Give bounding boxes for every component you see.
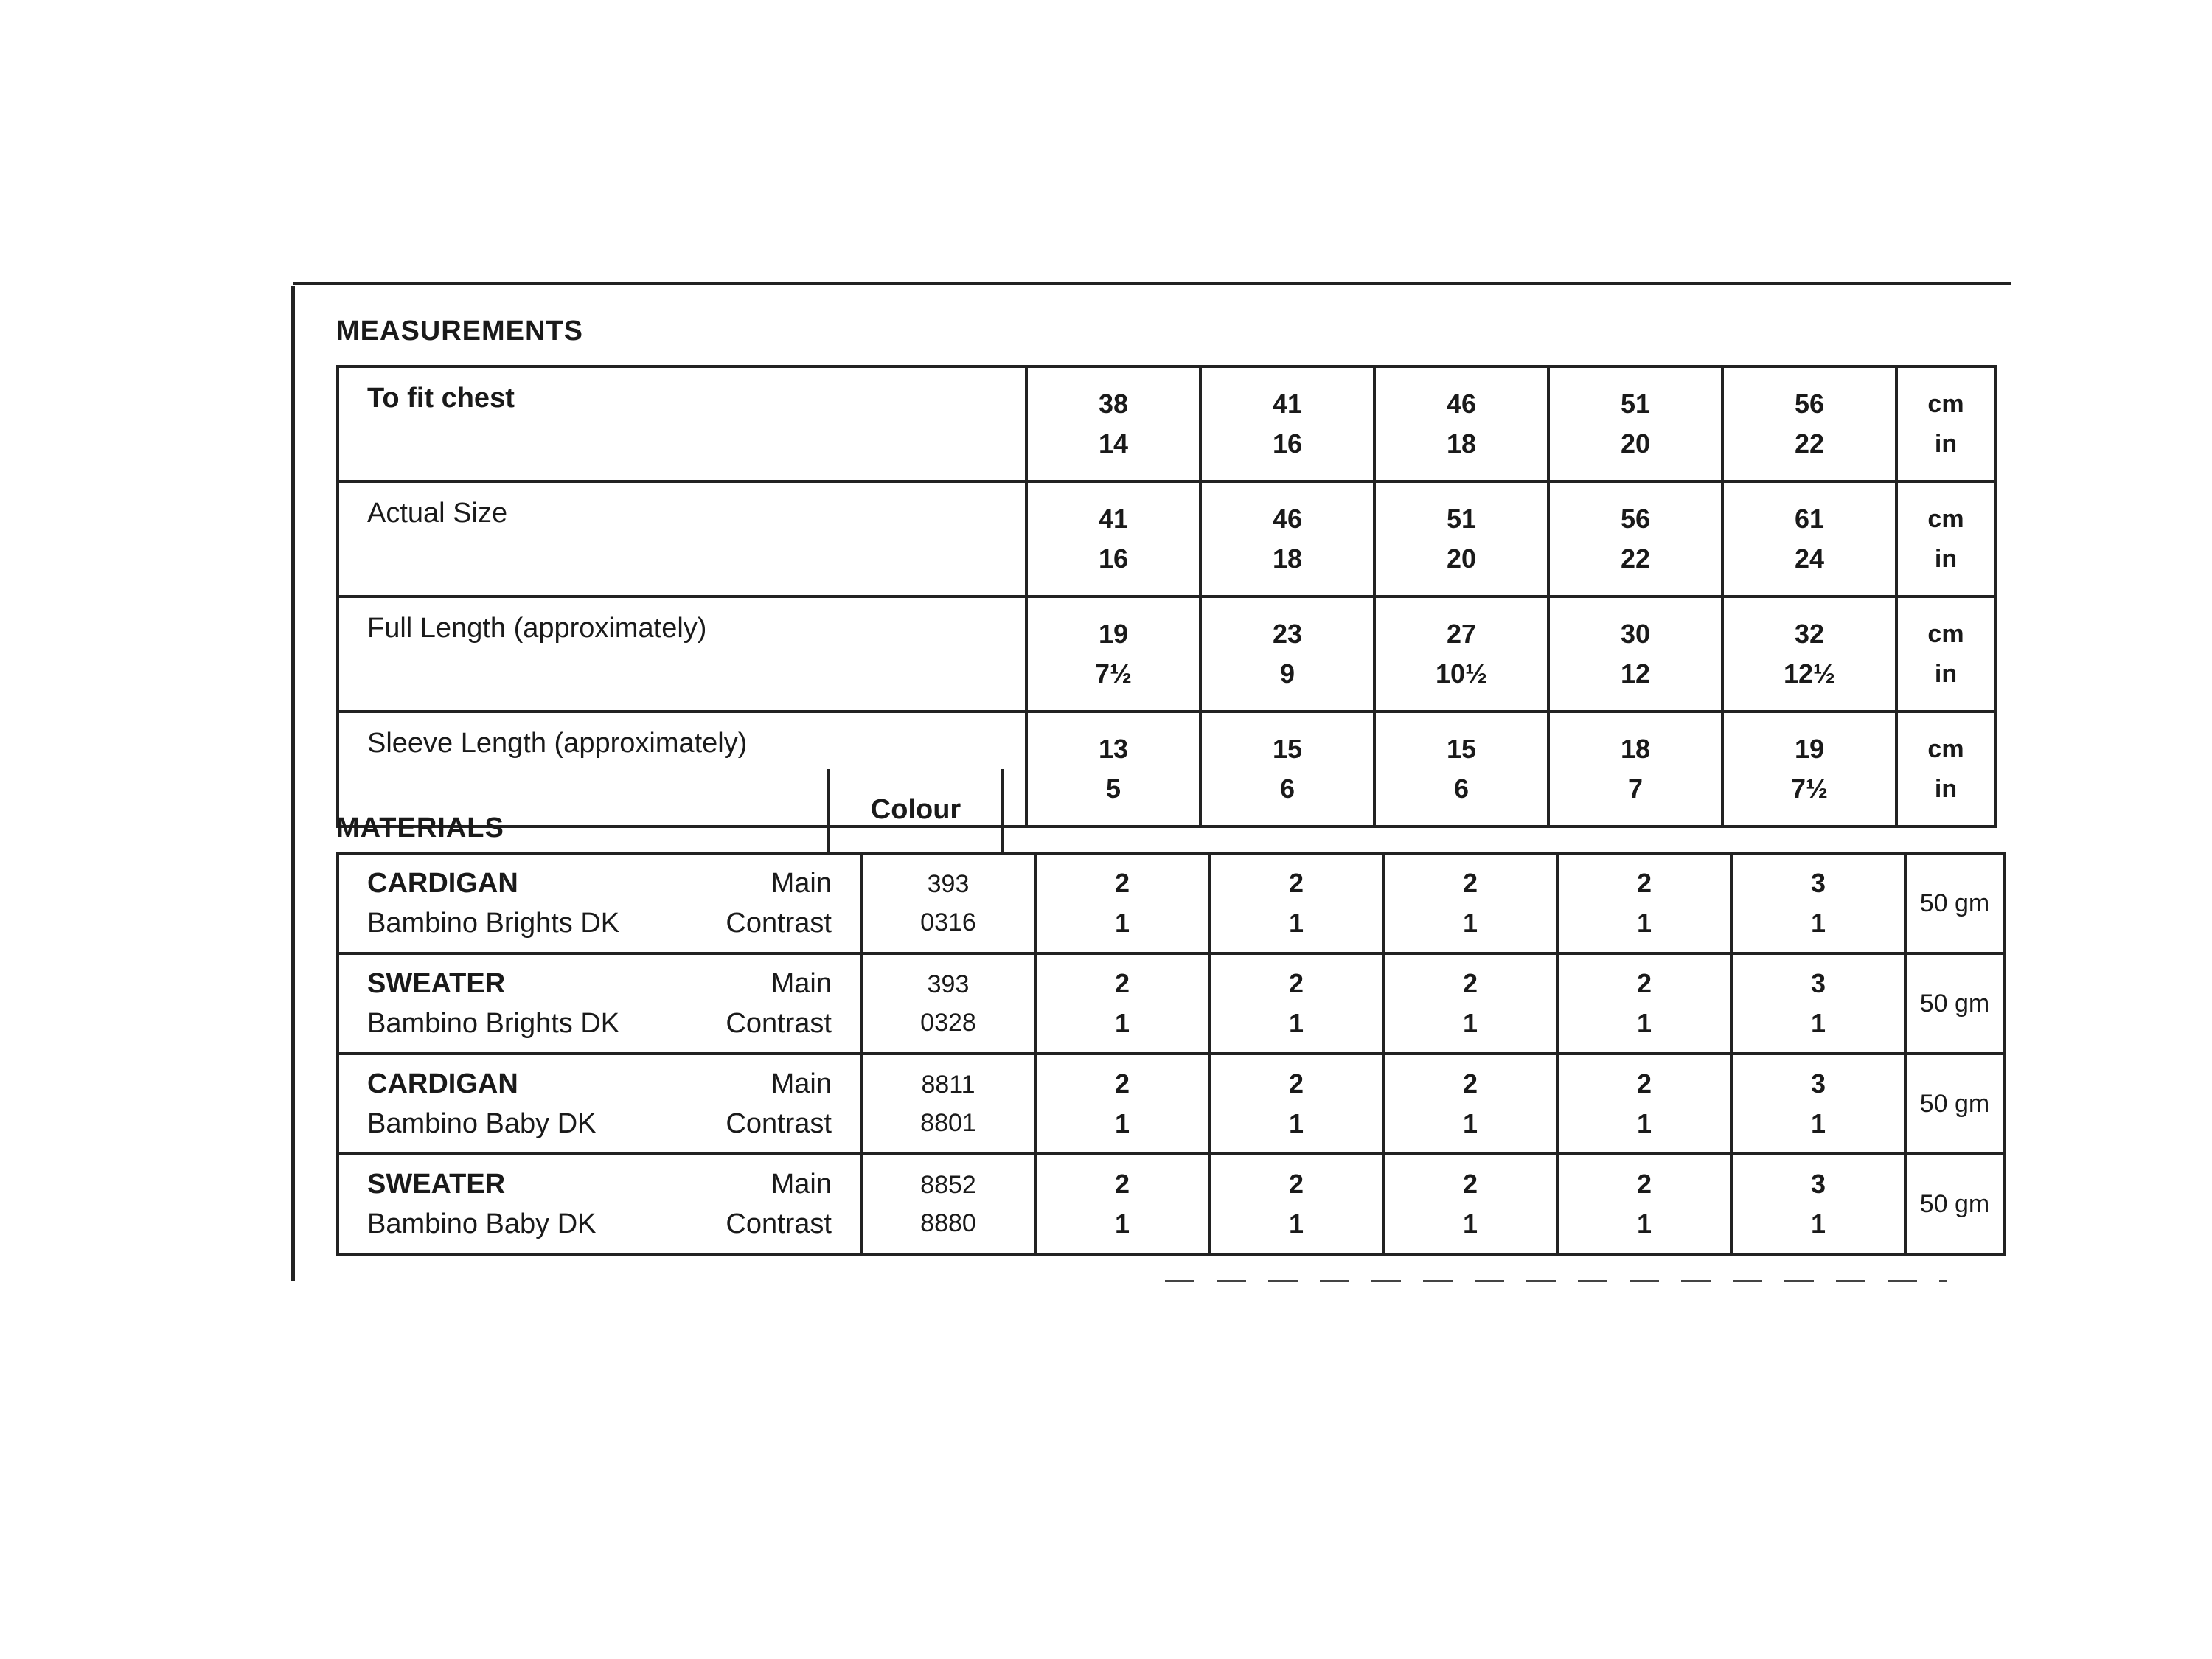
quantity-main: 2 (1636, 1068, 1652, 1099)
garment-name: CARDIGAN (367, 1068, 518, 1099)
size-cell (1374, 366, 1548, 481)
value-cm: 32 (1794, 619, 1825, 649)
value-cm: 23 (1272, 619, 1303, 649)
yarn-role-main: Main (771, 1169, 832, 1200)
ball-weight: 50 gm (1905, 853, 2004, 953)
quantity-cell (1035, 1054, 1209, 1154)
quantity-contrast: 1 (1810, 1108, 1826, 1138)
measurements-heading: MEASUREMENTS (336, 316, 584, 347)
quantity-main: 2 (1636, 868, 1652, 898)
unit-label: in (1934, 545, 1958, 573)
quantity-main: 2 (1114, 968, 1130, 998)
quantity-cell (1731, 953, 1905, 1054)
left-rule (291, 286, 295, 1281)
value-cm: 38 (1098, 389, 1129, 419)
value-cm: 27 (1446, 619, 1477, 649)
quantity-cell (1557, 1154, 1731, 1254)
quantity-main: 2 (1288, 1169, 1304, 1199)
materials-heading: MATERIALS (336, 813, 504, 844)
colour-code: 8811 (921, 1071, 975, 1099)
quantity-contrast: 1 (1636, 1208, 1652, 1239)
yarn-line (367, 1004, 832, 1043)
colour-code: 0316 (920, 908, 976, 936)
ball-weight: 50 gm (1905, 1054, 2004, 1154)
garment-cell (338, 953, 861, 1054)
quantity-cell (1557, 853, 1731, 953)
size-cell (1374, 481, 1548, 597)
quantity-cell (1383, 853, 1557, 953)
value-cm: 15 (1272, 734, 1303, 764)
quantity-main: 2 (1114, 1068, 1130, 1099)
measurement-label: To fit chest (338, 366, 1026, 481)
value-in: 14 (1098, 428, 1129, 459)
value-in: 10½ (1435, 658, 1488, 689)
yarn-line (367, 903, 832, 943)
value-in: 16 (1098, 543, 1129, 574)
top-rule (293, 282, 2011, 285)
quantity-contrast: 1 (1114, 1008, 1130, 1038)
garment-cell (338, 853, 861, 953)
unit-label: cm (1927, 620, 1964, 648)
value-cm: 46 (1272, 504, 1303, 534)
unit-cell (1896, 481, 1995, 597)
garment-name: CARDIGAN (367, 868, 518, 899)
size-cell (1722, 712, 1896, 827)
garment-name: SWEATER (367, 1169, 506, 1200)
value-in: 5 (1105, 773, 1121, 804)
value-cm: 19 (1794, 734, 1825, 764)
quantity-contrast: 1 (1114, 908, 1130, 938)
yarn-name: Bambino Brights DK (367, 908, 620, 939)
measurement-label: Actual Size (338, 481, 1026, 597)
value-cm: 51 (1446, 504, 1477, 534)
size-cell (1026, 481, 1200, 597)
measurements-table (336, 365, 1997, 828)
quantity-main: 2 (1288, 968, 1304, 998)
colour-code: 8801 (920, 1109, 976, 1137)
colour-code: 8880 (920, 1209, 976, 1237)
value-cm: 51 (1620, 389, 1651, 419)
quantity-main: 2 (1114, 1169, 1130, 1199)
size-cell (1200, 597, 1374, 712)
unit-label: cm (1927, 390, 1964, 418)
measurement-label: Sleeve Length (approximately) (338, 712, 1026, 827)
bottom-rule (1165, 1280, 1947, 1282)
value-cm: 18 (1620, 734, 1651, 764)
value-in: 16 (1272, 428, 1303, 459)
value-cm: 41 (1098, 504, 1129, 534)
quantity-main: 2 (1114, 868, 1130, 898)
quantity-cell (1209, 853, 1383, 953)
material-row (338, 1154, 2004, 1254)
value-in: 6 (1453, 773, 1470, 804)
unit-label: cm (1927, 735, 1964, 763)
colour-code: 393 (927, 970, 970, 998)
colour-cell (861, 953, 1035, 1054)
quantity-contrast: 1 (1114, 1208, 1130, 1239)
yarn-role-main: Main (771, 968, 832, 999)
value-in: 9 (1279, 658, 1295, 689)
quantity-cell (1383, 953, 1557, 1054)
value-cm: 56 (1620, 504, 1651, 534)
quantity-cell (1557, 1054, 1731, 1154)
measurement-row (338, 712, 1995, 827)
yarn-role-contrast: Contrast (726, 1208, 832, 1239)
ball-weight: 50 gm (1905, 1154, 2004, 1254)
yarn-role-contrast: Contrast (726, 1008, 832, 1039)
size-cell (1548, 712, 1722, 827)
garment-name: SWEATER (367, 968, 506, 999)
garment-cell (338, 1154, 861, 1254)
unit-label: cm (1927, 505, 1964, 533)
measurement-row (338, 597, 1995, 712)
size-cell (1548, 481, 1722, 597)
quantity-main: 2 (1462, 1169, 1478, 1199)
value-in: 7½ (1790, 773, 1829, 804)
yarn-line (367, 1204, 832, 1244)
value-cm: 13 (1098, 734, 1129, 764)
measurement-row (338, 366, 1995, 481)
quantity-main: 3 (1810, 1169, 1826, 1199)
value-in: 6 (1279, 773, 1295, 804)
size-cell (1026, 712, 1200, 827)
size-cell (1374, 597, 1548, 712)
quantity-main: 3 (1810, 968, 1826, 998)
measurement-label: Full Length (approximately) (338, 597, 1026, 712)
value-cm: 30 (1620, 619, 1651, 649)
value-in: 12 (1620, 658, 1651, 689)
value-in: 12½ (1783, 658, 1836, 689)
size-cell (1722, 481, 1896, 597)
yarn-role-contrast: Contrast (726, 1108, 832, 1139)
value-in: 7½ (1094, 658, 1133, 689)
value-cm: 46 (1446, 389, 1477, 419)
quantity-main: 2 (1462, 868, 1478, 898)
value-cm: 19 (1098, 619, 1129, 649)
quantity-main: 2 (1462, 968, 1478, 998)
value-in: 22 (1620, 543, 1651, 574)
colour-cell (861, 1154, 1035, 1254)
value-cm: 56 (1794, 389, 1825, 419)
quantity-main: 2 (1636, 968, 1652, 998)
size-cell (1548, 366, 1722, 481)
value-in: 20 (1620, 428, 1651, 459)
yarn-name: Bambino Baby DK (367, 1108, 597, 1139)
unit-cell (1896, 597, 1995, 712)
size-cell (1026, 366, 1200, 481)
size-cell (1026, 597, 1200, 712)
yarn-role-contrast: Contrast (726, 908, 832, 939)
quantity-cell (1557, 953, 1731, 1054)
size-cell (1722, 366, 1896, 481)
unit-cell (1896, 366, 1995, 481)
material-row (338, 1054, 2004, 1154)
value-in: 20 (1446, 543, 1477, 574)
size-cell (1200, 366, 1374, 481)
colour-code: 393 (927, 870, 970, 898)
value-cm: 41 (1272, 389, 1303, 419)
quantity-main: 3 (1810, 1068, 1826, 1099)
quantity-cell (1731, 1154, 1905, 1254)
unit-label: in (1934, 660, 1958, 688)
materials-table (336, 852, 2006, 1256)
ball-weight: 50 gm (1905, 953, 2004, 1054)
size-cell (1374, 712, 1548, 827)
garment-line (367, 964, 832, 1004)
quantity-cell (1731, 853, 1905, 953)
yarn-name: Bambino Brights DK (367, 1008, 620, 1039)
unit-label: in (1934, 430, 1958, 458)
quantity-contrast: 1 (1636, 1108, 1652, 1138)
quantity-contrast: 1 (1288, 908, 1304, 938)
quantity-contrast: 1 (1462, 1008, 1478, 1038)
quantity-main: 2 (1462, 1068, 1478, 1099)
quantity-cell (1383, 1154, 1557, 1254)
value-in: 22 (1794, 428, 1825, 459)
quantity-contrast: 1 (1288, 1108, 1304, 1138)
material-row (338, 953, 2004, 1054)
quantity-cell (1383, 1054, 1557, 1154)
value-cm: 61 (1794, 504, 1825, 534)
unit-cell (1896, 712, 1995, 827)
quantity-cell (1035, 1154, 1209, 1254)
size-cell (1200, 712, 1374, 827)
quantity-contrast: 1 (1810, 908, 1826, 938)
quantity-main: 3 (1810, 868, 1826, 898)
material-row (338, 853, 2004, 953)
colour-code: 0328 (920, 1009, 976, 1037)
value-in: 18 (1272, 543, 1303, 574)
quantity-contrast: 1 (1462, 1108, 1478, 1138)
quantity-contrast: 1 (1810, 1008, 1826, 1038)
value-in: 7 (1627, 773, 1644, 804)
quantity-cell (1209, 1054, 1383, 1154)
quantity-cell (1035, 953, 1209, 1054)
quantity-cell (1731, 1054, 1905, 1154)
yarn-line (367, 1104, 832, 1144)
yarn-role-main: Main (771, 1068, 832, 1099)
colour-heading: Colour (827, 769, 1004, 852)
value-cm: 15 (1446, 734, 1477, 764)
measurement-row (338, 481, 1995, 597)
size-cell (1722, 597, 1896, 712)
quantity-contrast: 1 (1636, 1008, 1652, 1038)
yarn-role-main: Main (771, 868, 832, 899)
quantity-contrast: 1 (1462, 1208, 1478, 1239)
yarn-name: Bambino Baby DK (367, 1208, 597, 1239)
garment-line (367, 1164, 832, 1204)
size-cell (1548, 597, 1722, 712)
colour-cell (861, 1054, 1035, 1154)
quantity-main: 2 (1636, 1169, 1652, 1199)
quantity-contrast: 1 (1462, 908, 1478, 938)
value-in: 24 (1794, 543, 1825, 574)
size-cell (1200, 481, 1374, 597)
unit-label: in (1934, 775, 1958, 803)
colour-code: 8852 (920, 1171, 976, 1199)
quantity-contrast: 1 (1636, 908, 1652, 938)
quantity-contrast: 1 (1288, 1208, 1304, 1239)
quantity-cell (1035, 853, 1209, 953)
quantity-main: 2 (1288, 868, 1304, 898)
garment-line (367, 1064, 832, 1104)
garment-cell (338, 1054, 861, 1154)
quantity-main: 2 (1288, 1068, 1304, 1099)
quantity-cell (1209, 1154, 1383, 1254)
quantity-contrast: 1 (1114, 1108, 1130, 1138)
value-in: 18 (1446, 428, 1477, 459)
garment-line (367, 863, 832, 903)
colour-cell (861, 853, 1035, 953)
quantity-contrast: 1 (1810, 1208, 1826, 1239)
quantity-cell (1209, 953, 1383, 1054)
quantity-contrast: 1 (1288, 1008, 1304, 1038)
